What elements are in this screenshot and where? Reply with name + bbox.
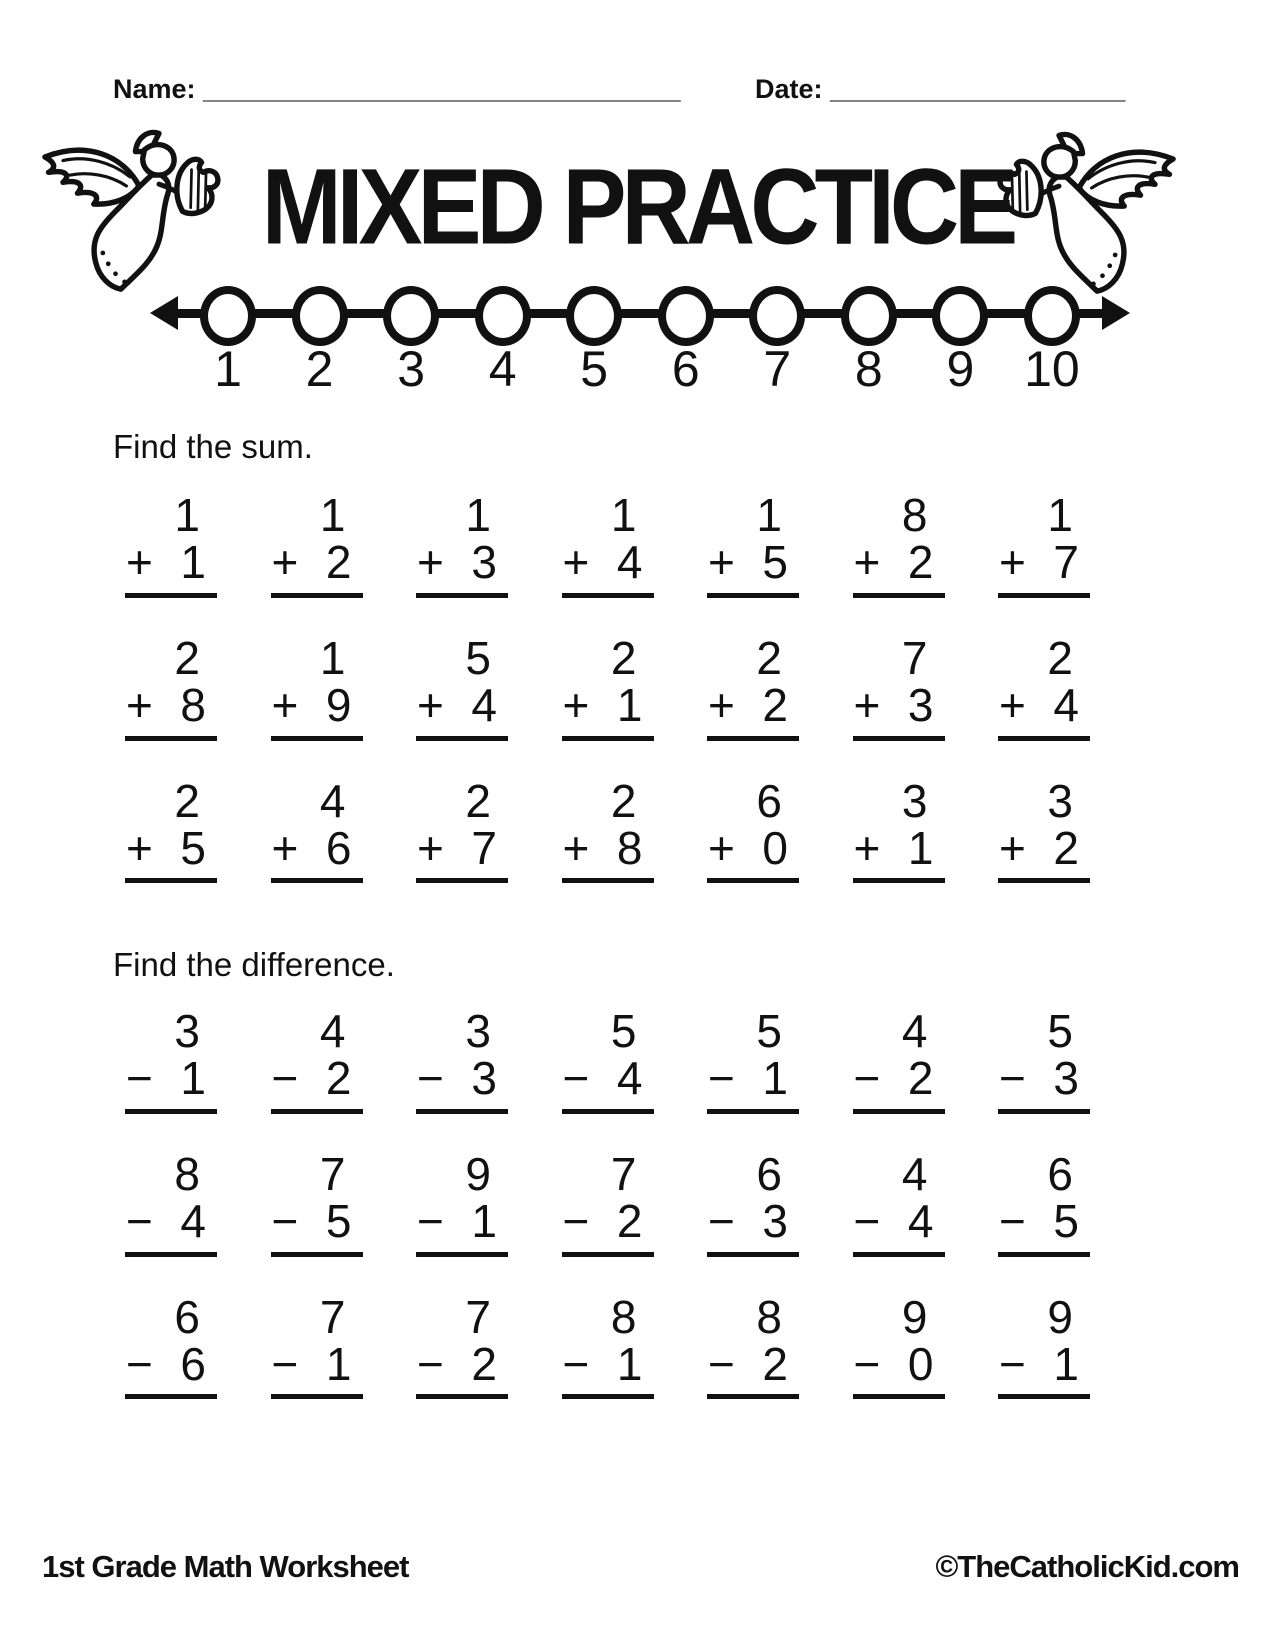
top-operand: 4 (319, 774, 346, 827)
answer-line (271, 878, 363, 883)
operator-and-operand (998, 535, 1090, 588)
number-line-label: 2 (305, 341, 334, 397)
operator: − (999, 1337, 1026, 1390)
math-problem (271, 631, 363, 741)
bottom-operand: 3 (471, 1051, 497, 1104)
top-operand: 2 (465, 774, 491, 827)
math-problem (271, 1005, 363, 1114)
operator-and-operand (271, 1337, 363, 1390)
answer-line (416, 1394, 508, 1399)
bottom-operand: 5 (325, 1194, 352, 1247)
problem-row (125, 1290, 1090, 1400)
math-problem (416, 774, 508, 884)
operator: + (271, 535, 299, 588)
answer-line (853, 1109, 945, 1114)
bottom-operand: 2 (325, 1051, 352, 1104)
answer-line (562, 736, 654, 741)
bottom-operand: 4 (616, 1051, 643, 1104)
bottom-operand: 8 (180, 678, 206, 731)
bottom-operand: 4 (180, 1194, 206, 1247)
math-problem (998, 1005, 1090, 1114)
math-problem (125, 1290, 217, 1400)
operator-and-operand (562, 821, 654, 874)
math-problem (707, 1290, 799, 1400)
operator-and-operand (562, 535, 654, 588)
math-problem (853, 1290, 945, 1400)
math-problem (125, 1147, 217, 1257)
answer-line (416, 736, 508, 741)
footer-attribution: ©TheCatholicKid.com (935, 1549, 1239, 1584)
bottom-operand: 8 (616, 821, 643, 874)
date-field (755, 74, 1124, 105)
top-operand: 2 (174, 774, 200, 827)
operator: + (562, 535, 590, 588)
operator-and-operand (853, 678, 945, 731)
operator-and-operand (562, 1051, 654, 1104)
operator-and-operand (125, 1051, 217, 1104)
bottom-operand: 1 (616, 678, 643, 731)
number-line-arrow-right-icon (1102, 296, 1130, 330)
math-problem (998, 631, 1090, 741)
number-line-circles (200, 286, 1080, 346)
top-operand: 9 (901, 1290, 928, 1343)
number-line-circle (841, 286, 897, 346)
number-line-label: 5 (580, 341, 609, 397)
math-problem (416, 489, 508, 598)
operator-and-operand (707, 535, 799, 588)
top-operand: 2 (1047, 631, 1073, 684)
operator-and-operand (125, 678, 217, 731)
bottom-operand: 3 (762, 1194, 788, 1247)
worksheet-title: MIXED PRACTICE (261, 147, 1014, 267)
operator: + (417, 678, 444, 731)
answer-line (271, 1109, 363, 1114)
answer-line (125, 1394, 217, 1399)
operator-and-operand (562, 1337, 654, 1390)
answer-line (562, 593, 654, 598)
answer-line (853, 736, 945, 741)
answer-line (271, 736, 363, 741)
number-line-circle (1024, 286, 1080, 346)
operator-and-operand (707, 1337, 799, 1390)
operator: − (562, 1194, 590, 1247)
operator-and-operand (998, 678, 1090, 731)
operator: − (562, 1051, 590, 1104)
math-problem (707, 631, 799, 741)
operator-and-operand (271, 1051, 363, 1104)
math-problem (562, 631, 654, 741)
bottom-operand: 4 (471, 678, 497, 731)
top-operand: 8 (610, 1290, 637, 1343)
bottom-operand: 1 (180, 1051, 206, 1104)
answer-line (998, 878, 1090, 883)
problem-row (125, 774, 1090, 884)
operator-and-operand (416, 1051, 508, 1104)
math-problem (998, 1290, 1090, 1400)
operator-and-operand (271, 1194, 363, 1247)
number-line-label: 1 (214, 341, 242, 397)
answer-line (998, 1109, 1090, 1114)
number-line-circle (475, 286, 531, 346)
name-blank-line: __________________________________ (203, 74, 680, 104)
operator: − (271, 1337, 299, 1390)
bottom-operand: 9 (325, 678, 352, 731)
math-problem (562, 1290, 654, 1400)
top-operand: 2 (610, 774, 637, 827)
operator: + (999, 821, 1026, 874)
math-problem (416, 1147, 508, 1257)
operator: − (126, 1337, 153, 1390)
answer-line (271, 1394, 363, 1399)
top-operand: 2 (174, 631, 200, 684)
sum-section-heading: Find the sum. (113, 428, 313, 465)
bottom-operand: 5 (1053, 1194, 1079, 1247)
operator-and-operand (125, 535, 217, 588)
math-problem (853, 631, 945, 741)
top-operand: 5 (1047, 1005, 1073, 1057)
math-problem (125, 631, 217, 741)
bottom-operand: 7 (471, 821, 497, 874)
number-line-circle (749, 286, 805, 346)
bottom-operand: 1 (907, 821, 934, 874)
top-operand: 6 (756, 1147, 782, 1200)
answer-line (707, 1252, 799, 1257)
operator-and-operand (125, 1194, 217, 1247)
math-problem (416, 631, 508, 741)
operator: − (999, 1051, 1026, 1104)
bottom-operand: 2 (762, 1337, 788, 1390)
math-problem (707, 1005, 799, 1114)
number-line-label: 4 (488, 341, 517, 397)
answer-line (416, 1109, 508, 1114)
operator: + (126, 535, 153, 588)
answer-line (271, 1252, 363, 1257)
top-operand: 4 (901, 1147, 928, 1200)
math-problem (853, 489, 945, 598)
operator-and-operand (562, 1194, 654, 1247)
operator: − (853, 1194, 881, 1247)
number-line-circle (658, 286, 714, 346)
operator-and-operand (998, 821, 1090, 874)
math-problem (125, 489, 217, 598)
operator: + (999, 678, 1026, 731)
top-operand: 6 (174, 1290, 200, 1343)
math-problem (562, 774, 654, 884)
top-operand: 6 (756, 774, 782, 827)
math-problem (707, 489, 799, 598)
top-operand: 1 (1047, 489, 1073, 541)
operator: − (417, 1194, 444, 1247)
top-operand: 9 (465, 1147, 491, 1200)
answer-line (853, 878, 945, 883)
bottom-operand: 2 (762, 678, 788, 731)
top-operand: 2 (756, 631, 782, 684)
bottom-operand: 1 (471, 1194, 497, 1247)
bottom-operand: 6 (180, 1337, 206, 1390)
math-problem (271, 774, 363, 884)
operator-and-operand (853, 821, 945, 874)
top-operand: 1 (465, 489, 491, 541)
answer-line (416, 1252, 508, 1257)
answer-line (998, 1394, 1090, 1399)
number-line-label: 6 (671, 341, 700, 397)
answer-line (707, 736, 799, 741)
date-label: Date: (755, 74, 823, 104)
operator: − (853, 1051, 881, 1104)
bottom-operand: 4 (907, 1194, 934, 1247)
operator: + (853, 535, 881, 588)
operator: − (708, 1337, 735, 1390)
operator: + (417, 535, 444, 588)
math-problem (853, 1147, 945, 1257)
answer-line (416, 878, 508, 883)
math-problem (271, 1290, 363, 1400)
operator-and-operand (998, 1194, 1090, 1247)
answer-line (562, 1109, 654, 1114)
bottom-operand: 2 (1053, 821, 1079, 874)
bottom-operand: 1 (616, 1337, 643, 1390)
operator-and-operand (998, 1051, 1090, 1104)
operator: − (271, 1051, 299, 1104)
bottom-operand: 2 (907, 1051, 934, 1104)
top-operand: 7 (901, 631, 928, 684)
top-operand: 7 (465, 1290, 491, 1343)
answer-line (125, 736, 217, 741)
operator: + (417, 821, 444, 874)
bottom-operand: 7 (1053, 535, 1079, 588)
answer-line (853, 1252, 945, 1257)
top-operand: 5 (465, 631, 491, 684)
operator: + (126, 678, 153, 731)
math-problem (853, 1005, 945, 1114)
math-problem (562, 489, 654, 598)
bottom-operand: 2 (907, 535, 934, 588)
operator: + (562, 821, 590, 874)
bottom-operand: 2 (471, 1337, 497, 1390)
answer-line (125, 1109, 217, 1114)
top-operand: 7 (610, 1147, 637, 1200)
top-operand: 1 (174, 489, 200, 541)
operator-and-operand (562, 678, 654, 731)
operator: − (126, 1194, 153, 1247)
operator-and-operand (416, 678, 508, 731)
operator-and-operand (707, 1194, 799, 1247)
operator: − (417, 1051, 444, 1104)
number-line-circle (932, 286, 988, 346)
number-line-labels (200, 341, 1080, 397)
top-operand: 1 (756, 489, 782, 541)
number-line-arrow-left-icon (150, 296, 178, 330)
operator-and-operand (998, 1337, 1090, 1390)
difference-section-heading: Find the difference. (113, 946, 395, 983)
top-operand: 7 (319, 1147, 346, 1200)
operator: − (417, 1337, 444, 1390)
operator: − (271, 1194, 299, 1247)
answer-line (125, 593, 217, 598)
operator-and-operand (707, 678, 799, 731)
answer-line (853, 593, 945, 598)
math-problem (707, 774, 799, 884)
bottom-operand: 5 (180, 821, 206, 874)
bottom-operand: 1 (1053, 1337, 1079, 1390)
operator-and-operand (125, 821, 217, 874)
number-line-label: 7 (763, 341, 792, 397)
number-line-label: 3 (397, 341, 425, 397)
bottom-operand: 5 (762, 535, 788, 588)
operator-and-operand (853, 1337, 945, 1390)
top-operand: 9 (1047, 1290, 1073, 1343)
operator-and-operand (416, 1337, 508, 1390)
answer-line (707, 593, 799, 598)
operator-and-operand (125, 1337, 217, 1390)
number-line-label: 10 (1024, 341, 1080, 397)
operator: − (708, 1051, 735, 1104)
bottom-operand: 3 (471, 535, 497, 588)
bottom-operand: 2 (616, 1194, 643, 1247)
operator-and-operand (853, 535, 945, 588)
operator: + (853, 821, 881, 874)
operator-and-operand (271, 535, 363, 588)
answer-line (998, 593, 1090, 598)
math-problem (707, 1147, 799, 1257)
answer-line (562, 1252, 654, 1257)
top-operand: 5 (610, 1005, 637, 1057)
top-operand: 1 (610, 489, 637, 541)
operator: + (999, 535, 1026, 588)
top-operand: 8 (756, 1290, 782, 1343)
math-problem (271, 1147, 363, 1257)
operator-and-operand (416, 1194, 508, 1247)
operator-and-operand (416, 821, 508, 874)
operator: − (562, 1337, 590, 1390)
answer-line (707, 878, 799, 883)
number-line-label: 8 (854, 341, 883, 397)
number-line (150, 284, 1130, 342)
top-operand: 1 (319, 631, 346, 684)
top-operand: 3 (465, 1005, 491, 1057)
number-line-circle (200, 286, 256, 346)
operator: − (853, 1337, 881, 1390)
math-problem (125, 1005, 217, 1114)
bottom-operand: 4 (616, 535, 643, 588)
bottom-operand: 0 (907, 1337, 934, 1390)
top-operand: 4 (901, 1005, 928, 1057)
bottom-operand: 3 (1053, 1051, 1079, 1104)
operator: + (562, 678, 590, 731)
bottom-operand: 1 (180, 535, 206, 588)
operator-and-operand (707, 1051, 799, 1104)
top-operand: 1 (319, 489, 346, 541)
answer-line (125, 1252, 217, 1257)
operator: + (708, 821, 735, 874)
answer-line (562, 1394, 654, 1399)
operator-and-operand (853, 1051, 945, 1104)
operator: + (708, 678, 735, 731)
answer-line (562, 878, 654, 883)
operator: + (126, 821, 153, 874)
math-problem (416, 1005, 508, 1114)
problem-row (125, 1005, 1090, 1114)
answer-line (271, 593, 363, 598)
math-problem (998, 489, 1090, 598)
math-problem (416, 1290, 508, 1400)
math-problem (271, 489, 363, 598)
operator-and-operand (271, 678, 363, 731)
number-line-circle (383, 286, 439, 346)
operator-and-operand (416, 535, 508, 588)
answer-line (998, 736, 1090, 741)
top-operand: 3 (174, 1005, 200, 1057)
answer-line (853, 1394, 945, 1399)
top-operand: 8 (174, 1147, 200, 1200)
math-problem (562, 1005, 654, 1114)
bottom-operand: 2 (325, 535, 352, 588)
answer-line (125, 878, 217, 883)
top-operand: 5 (756, 1005, 782, 1057)
math-problem (853, 774, 945, 884)
answer-line (416, 593, 508, 598)
problem-row (125, 1147, 1090, 1257)
operator-and-operand (271, 821, 363, 874)
name-label: Name: (113, 74, 196, 104)
math-problem (998, 1147, 1090, 1257)
problem-row (125, 631, 1090, 741)
top-operand: 6 (1047, 1147, 1073, 1200)
operator: − (708, 1194, 735, 1247)
math-problem (125, 774, 217, 884)
top-operand: 3 (1047, 774, 1073, 827)
number-line-circle (292, 286, 348, 346)
answer-line (707, 1109, 799, 1114)
operator: − (126, 1051, 153, 1104)
footer-worksheet-type: 1st Grade Math Worksheet (42, 1549, 409, 1584)
operator: + (271, 678, 299, 731)
top-operand: 4 (319, 1005, 346, 1057)
number-line-circle (566, 286, 622, 346)
operator: + (853, 678, 881, 731)
difference-problems-grid (125, 1005, 1090, 1436)
operator: + (708, 535, 735, 588)
bottom-operand: 4 (1053, 678, 1079, 731)
problem-row (125, 489, 1090, 598)
bottom-operand: 1 (325, 1337, 352, 1390)
top-operand: 8 (901, 489, 928, 541)
number-line-label: 9 (946, 341, 975, 397)
math-problem (998, 774, 1090, 884)
bottom-operand: 0 (762, 821, 788, 874)
top-operand: 2 (610, 631, 637, 684)
top-operand: 3 (901, 774, 928, 827)
bottom-operand: 1 (762, 1051, 788, 1104)
answer-line (707, 1394, 799, 1399)
bottom-operand: 3 (907, 678, 934, 731)
operator: − (999, 1194, 1026, 1247)
math-problem (562, 1147, 654, 1257)
date-blank-line: _____________________ (830, 74, 1125, 104)
operator: + (271, 821, 299, 874)
top-operand: 7 (319, 1290, 346, 1343)
bottom-operand: 6 (325, 821, 352, 874)
name-field (113, 74, 680, 105)
operator-and-operand (853, 1194, 945, 1247)
answer-line (998, 1252, 1090, 1257)
sum-problems-grid (125, 489, 1090, 920)
operator-and-operand (707, 821, 799, 874)
